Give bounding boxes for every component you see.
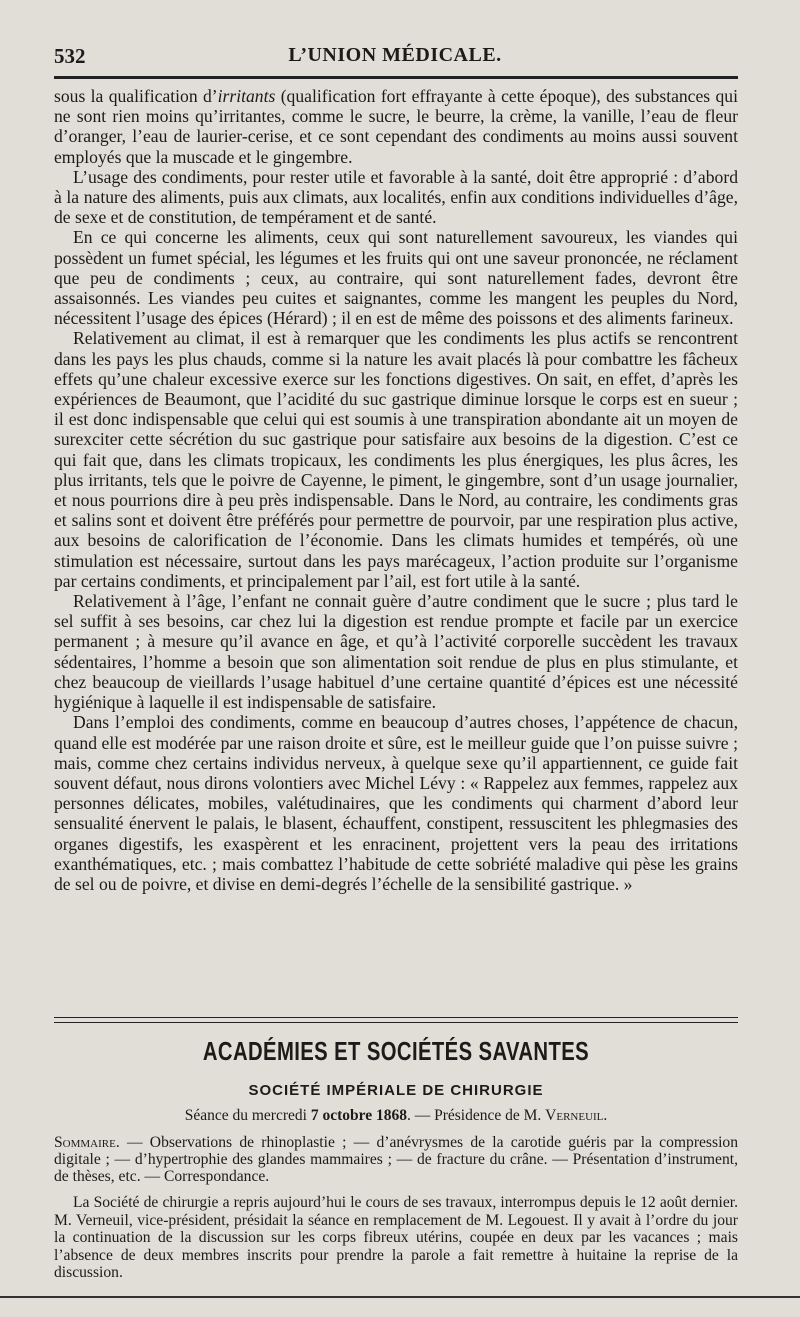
session-line: [54, 1107, 738, 1125]
running-title: L’UNION MÉDICALE.: [288, 44, 502, 66]
paragraph-3: En ce qui concerne les aliments, ceux qui sont naturellement savoureux, les viandes qui possèdent un fumet spécial, les légumes et les fruits qui ont une saveur prononcée, ne réclament que peu de condiments ; ceux, au contraire, qui sont naturellement fades, devront être assaisonnés. Les viandes peu cuites et saignantes, comme les mangent les peuples du Nord, nécessitent l’usage des épices (Hérard) ; il en est de même des poissons et des aliments farineux.: [54, 227, 738, 329]
session-end: .: [603, 1107, 608, 1124]
summary-text: — Observations de rhinoplastie ; — d’anévrysmes de la carotide guéris par la compression digitale ; — d’hypertrophie des glandes mammaires ; — de fracture du crâne. — Présentation d’instrument, de thèses, etc. — Correspondance.: [54, 1134, 738, 1185]
paragraph-1: [54, 86, 738, 167]
paragraph-4: Relativement au climat, il est à remarquer que les condiments les plus actifs se rencontrent dans les pays les plus chauds, comme si la nature les avait placés là pour combattre les fâcheux effets qu’une chaleur excessive exerce sur les fonctions digestives. On sait, en effet, d’après les expériences de Beaumont, que l’acidité du suc gastrique diminue lorsque le corps est en sueur ; il est donc indispensable que celui qui est soumis à une transpiration abondante ait un moyen de surexciter cette sécrétion du suc gastrique pour satisfaire aux besoins de la digestion. C’est ce qui fait que, dans les climats tropicaux, les condiments les plus énergiques, les plus âcres, les plus irritants, tels que le poivre de Cayenne, le piment, le gingembre, sont d’un usage journalier, et nous pourrions dire à peu près indispensable. Dans le Nord, au contraire, les condiments gras et salins sont et doivent être préférés pour permettre de pourvoir, par une respiration plus active, aux besoins de calorification de l’économie. Dans les climats humides et tempérés, où une stimulation est nécessaire, surtout dans les pays marécageux, l’action produite sur l’organisme par certains condiments, et principalement par l’ail, est fort utile à la santé.: [54, 328, 738, 591]
paragraph-1-start: sous la qualification d’: [54, 86, 218, 106]
session-date: 7 octobre 1868: [310, 1107, 407, 1124]
paragraph-6: Dans l’emploi des condiments, comme en beaucoup d’autres choses, l’appétence de chacun, quand elle est modérée par une raison droite et sûre, est le meilleur guide que l’on puisse suivre ; mais, comme chez certains individus nerveux, à quelque sexe qu’il appartiennent, ce guide fait souvent défaut, nous dirons volontiers avec Michel Lévy : « Rappelez aux femmes, rappelez aux personnes délicates, mobiles, valétudinaires, que les condiments qui charment d’abord leur sensualité énervent le palais, le blasent, échauffent, constipent, ressuscitent les phlegmasies des organes digestifs, les exaspèrent et les enracinent, projettent vers la peau des irritations exanthématiques, etc. ; mais combattez l’habitude de cette sobriété maladive qui pèse les grains de sel ou de poivre, et divise en demi-degrés l’échelle de la sensibilité gastrique. »: [54, 712, 738, 894]
session-president: Verneuil: [545, 1107, 604, 1124]
page-header: [54, 40, 736, 74]
society-name: SOCIÉTÉ IMPÉRIALE DE CHIRURGIE: [248, 1082, 544, 1099]
session-prefix: Séance du mercredi: [184, 1107, 311, 1124]
section-title: ACADÉMIES ET SOCIÉTÉS SAVANTES: [202, 1036, 590, 1066]
summary-label: Sommaire.: [54, 1134, 120, 1151]
article-body: [54, 86, 738, 894]
page-bottom-edge: [0, 1296, 800, 1298]
header-rule: [54, 76, 738, 79]
paragraph-1-italic: irritants: [217, 86, 276, 106]
paragraph-5: Relativement à l’âge, l’enfant ne connait guère d’autre condiment que le sucre ; plus tard le sel suffit à ses besoins, car chez lui la digestion est rendue prompte et facile par un exercice permanent ; à mesure qu’il avance en âge, et qu’à l’activité corporelle succèdent les travaux sédentaires, l’homme a besoin que son alimentation soit rendue de plus en plus stimulante, et chez beaucoup de vieillards l’usage habituel d’une certaine quantité d’épices est une nécessité hygiénique à laquelle il est indispensable de satisfaire.: [54, 591, 738, 713]
paragraph-1-end: (qualification fort effrayante à cette époque), des substances qui ne sont rien moins qu’irritantes, comme le sucre, le beurre, la crème, la vanille, l’eau de fleur d’oranger, l’eau de laurier-cerise, et ce sont cependant des condiments au moins aussi souvent employés que la muscade et le gingembre.: [54, 86, 738, 167]
session-summary: [54, 1135, 738, 1185]
page-number: 532: [54, 44, 86, 68]
paragraph-2: L’usage des condiments, pour rester utile et favorable à la santé, doit être approprié : d’abord à la nature des aliments, puis aux climats, aux localités, enfin aux conditions individuelles d’âge, de sexe et de constitution, de tempérament et de santé.: [54, 166, 738, 228]
section-divider: [54, 1017, 738, 1023]
session-report: La Société de chirurgie a repris aujourd’hui le cours de ses travaux, interrompus depuis le 12 août dernier. M. Verneuil, vice-président, présidait la séance en remplacement de M. Legouest. Il y avait à l’ordre du jour la continuation de la discussion sur les corps fibreux utérins, coupée en deux par les vacances ; mais l’absence de deux membres inscrits pour prendre la parole a fait remettre à huitaine la reprise de la discussion.: [54, 1194, 738, 1281]
session-middle: . — Présidence de M.: [406, 1107, 546, 1124]
